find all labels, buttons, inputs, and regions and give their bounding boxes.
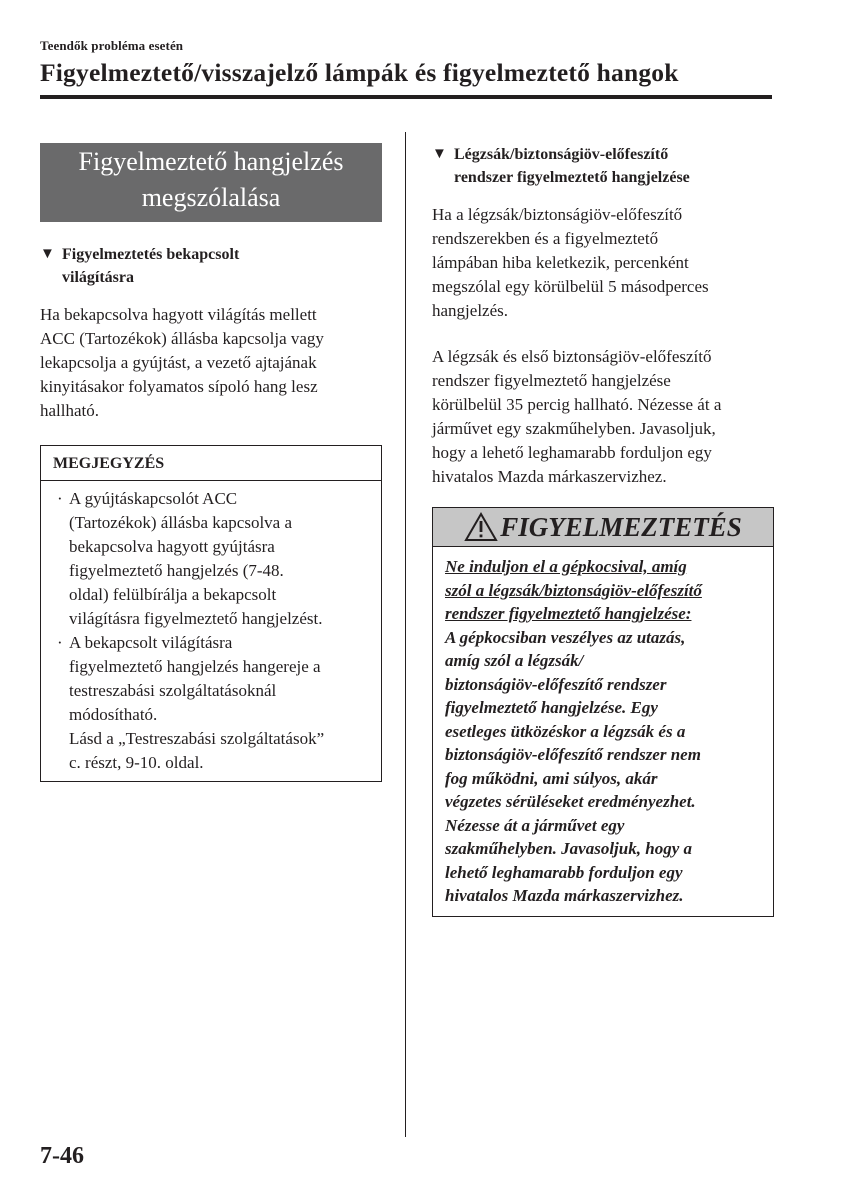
note-line: figyelmeztető hangjelzés (7-48. [69, 561, 284, 580]
warning-line: biztonságiöv-előfeszítő rendszer nem [445, 745, 701, 764]
bullet-marker: · [57, 489, 63, 508]
title-rule [40, 95, 772, 99]
note-bullet [57, 631, 369, 775]
warning-underlined-line: Ne induljon el a gépkocsival, amíg [445, 557, 687, 576]
subheading-lights-on [40, 243, 382, 289]
note-line: (Tartozékok) állásba kapcsolva a [69, 513, 293, 532]
note-line: Lásd a „Testreszabási szolgáltatások” [69, 729, 325, 748]
paragraph-line: megszólal egy körülbelül 5 másodperces [432, 277, 709, 296]
paragraph-line: Ha a légzsák/biztonságiöv-előfeszítő [432, 205, 683, 224]
note-line: világításra figyelmeztető hangjelzést. [69, 609, 323, 628]
paragraph-line: ACC (Tartozékok) állásba kapcsolja vagy [40, 329, 324, 348]
paragraph-line: járművet egy szakműhelyben. Javasoljuk, [432, 419, 716, 438]
warning-box [432, 507, 774, 917]
note-title: MEGJEGYZÉS [41, 446, 381, 481]
warning-line: figyelmeztető hangjelzése. Egy [445, 698, 658, 717]
note-line: figyelmeztető hangjelzés hangereje a [69, 657, 321, 676]
note-line: bekapcsolva hagyott gyújtásra [69, 537, 275, 556]
paragraph-line: lekapcsolja a gyújtást, a vezető ajtajának [40, 353, 317, 372]
warning-line: fog működni, ami súlyos, akár [445, 768, 658, 788]
warning-line: amíg szól a légzsák/ [445, 651, 584, 670]
paragraph-line: hivatalos Mazda márkaszervizhez. [432, 467, 667, 486]
warning-header [433, 508, 773, 547]
page-title: Figyelmeztető/visszajelző lámpák és figyelmeztető hangok [40, 58, 679, 87]
paragraph-line: Ha bekapcsolva hagyott világítás mellett [40, 305, 317, 324]
subheading-airbag [432, 143, 774, 189]
warning-line: A gépkocsiban veszélyes az utazás, [445, 627, 686, 647]
warning-title: FIGYELMEZTETÉS [500, 511, 742, 542]
note-bullet [57, 487, 369, 631]
note-line: módosítható. [69, 705, 158, 724]
paragraph-line: körülbelül 35 percig hallható. Nézesse át a [432, 395, 722, 414]
note-body [41, 481, 381, 781]
note-line: A gyújtáskapcsolót ACC [69, 489, 238, 508]
warning-triangle-icon [464, 512, 498, 542]
subheading-line: rendszer figyelmeztető hangjelzése [454, 169, 690, 186]
subheading-line: Légzsák/biztonságiöv-előfeszítő [454, 146, 669, 163]
note-line: A bekapcsolt világításra [69, 633, 233, 652]
paragraph-line: kinyitásakor folyamatos sípoló hang lesz [40, 377, 318, 396]
paragraph-line: hogy a lehető leghamarabb forduljon egy [432, 443, 712, 462]
section-label: Teendők probléma esetén [40, 38, 184, 53]
warning-underlined-line: szól a légzsák/biztonságiöv-előfeszítő [445, 580, 702, 600]
banner-line: Figyelmeztető hangjelzés [78, 147, 344, 176]
warning-line: végzetes sérüléseket eredményezhet. [445, 792, 696, 811]
warning-body [433, 547, 773, 916]
subheading-line: világításra [62, 269, 134, 286]
page-number: 7-46 [40, 1143, 84, 1169]
triangle-down-icon: ▼ [432, 146, 447, 162]
warning-line: szakműhelyben. Javasoljuk, hogy a [445, 839, 692, 858]
note-line: c. részt, 9-10. oldal. [69, 753, 204, 772]
column-divider [405, 132, 406, 1137]
warning-line: hivatalos Mazda márkaszervizhez. [445, 886, 684, 905]
paragraph-line: rendszer figyelmeztető hangjelzése [432, 371, 671, 390]
airbag-paragraph-2 [432, 345, 774, 489]
lights-on-paragraph [40, 303, 382, 423]
subheading-line: Figyelmeztetés bekapcsolt [62, 246, 240, 263]
left-column [40, 143, 382, 782]
note-line: oldal) felülbírálja a bekapcsolt [69, 585, 277, 604]
warning-line: biztonságiöv-előfeszítő rendszer [445, 674, 667, 694]
note-line: testreszabási szolgáltatásoknál [69, 681, 277, 700]
right-column [432, 143, 774, 917]
warning-line: Nézesse át a járművet egy [445, 815, 625, 835]
paragraph-line: lámpában hiba keletkezik, percenként [432, 253, 689, 272]
banner-line: megszólalása [141, 183, 281, 212]
section-banner [40, 143, 382, 222]
warning-line: esetleges ütközéskor a légzsák és a [445, 721, 686, 741]
note-box [40, 445, 382, 782]
airbag-paragraph-1 [432, 203, 774, 323]
triangle-down-icon: ▼ [40, 246, 55, 262]
bullet-marker: · [57, 633, 63, 652]
paragraph-line: A légzsák és első biztonságiöv-előfeszítő [432, 347, 712, 366]
paragraph-line: rendszerekben és a figyelmeztető [432, 229, 659, 248]
paragraph-line: hangjelzés. [432, 301, 508, 320]
paragraph-line: hallható. [40, 401, 100, 420]
warning-line: lehető leghamarabb forduljon egy [445, 862, 683, 882]
warning-underlined-line: rendszer figyelmeztető hangjelzése: [445, 604, 692, 623]
